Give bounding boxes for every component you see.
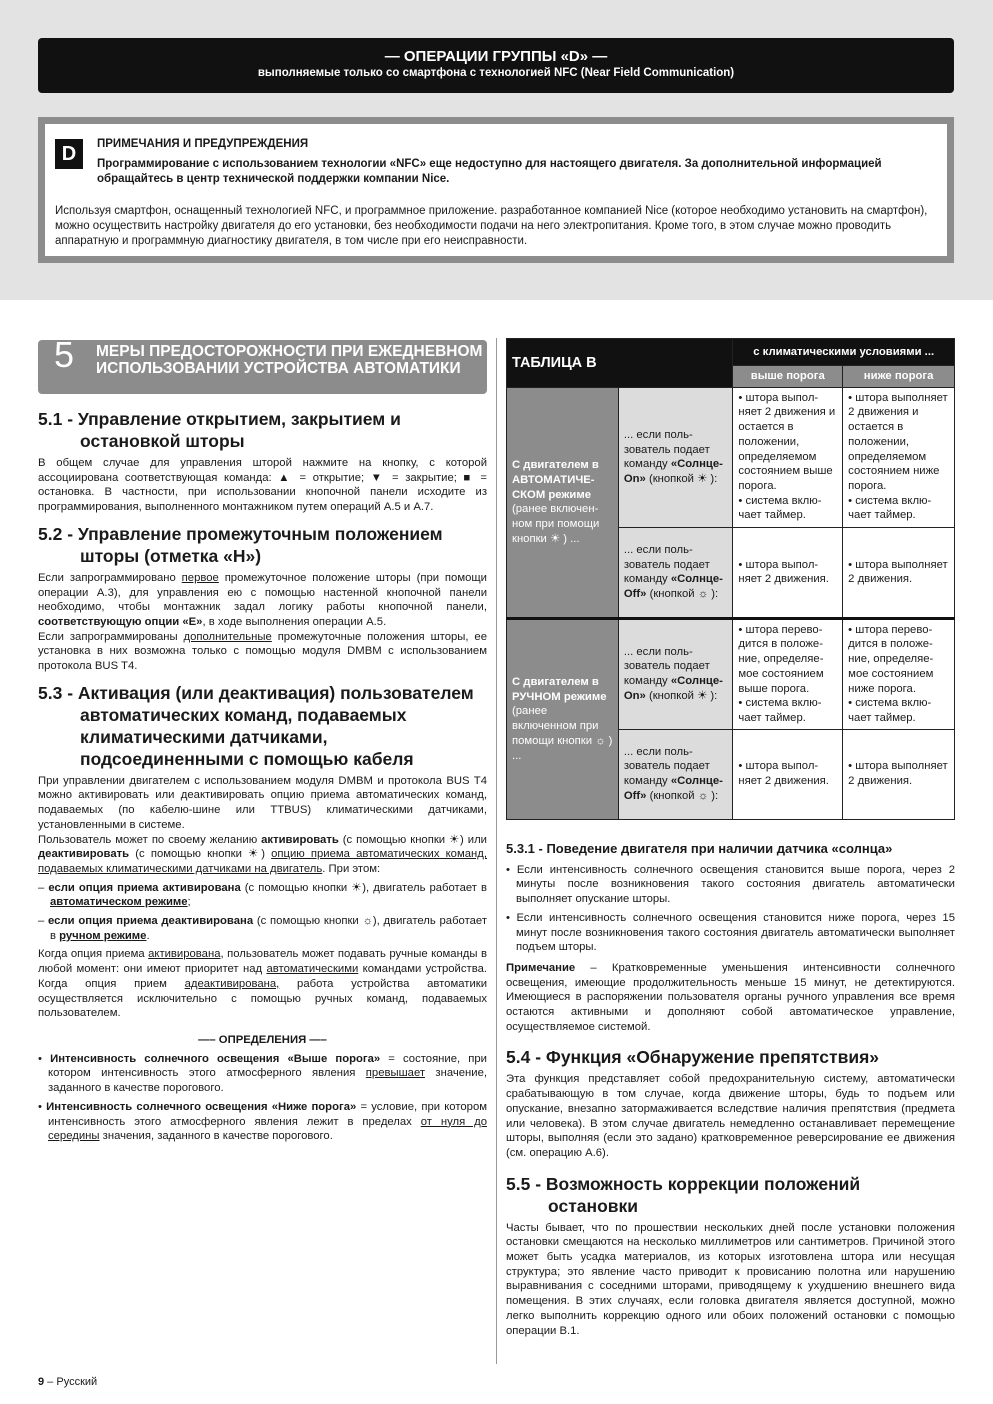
definitions-title: —– ОПРЕДЕЛЕНИЯ —– (198, 1033, 327, 1046)
dash-item-activated: – если опция приема активирована (с помощью кнопки ☀), двигатель работает в автоматическом режиме; (38, 881, 488, 909)
notice-bold-text: Программирование с использованием технологии «NFC» еще недоступно для настоящего двигателя. За дополнительной информацией обращайтесь в центр технической поддержки компании Nice. (97, 158, 882, 185)
notice-text: Используя смартфон, оснащенный технологией NFC, и программное приложение. разработанное компанией Nice (которое необходимо установить на смартфон), можно осуществить настройку двигателя до его установки, без необходимости подачи на него электропитания. Кроме того, в этом случае можно проводить аппаратную и программную диагностику двигателя, в том числе при его неисправности. (55, 205, 928, 247)
text-5-5: Часты бывает, что по прошествии нескольких дней после установки положения остановки смещаются на несколько миллиметров или сантиметров. Причиной этого может быть усадка материалов, из которых изготовлена штора или несущая структура; это явление часто приводит к провисанию полотна или нарушению выравнивания с соседними шторами, приводящему к ухудшению внешнего вида помещения. В этих случаях, если головка двигателя является доступной, можно легко выполнить коррекцию одного или обоих положений остановки с помощью операции B.1. (506, 1221, 955, 1337)
heading-5-3-1: 5.3.1 - Поведение двигателя при наличии датчика «солнца» (506, 841, 893, 856)
cell-manual-on-above: • штора переводится в положение, определяемое состоянием выше порога. • система включает таймер. (733, 618, 843, 729)
banner-subtitle: выполняемые только со смартфона с технологией NFC (Near Field Communication) (257, 67, 735, 79)
cell-auto-off-above: • штора выполняет 2 движения. (733, 527, 843, 618)
text-5-3-p2: Пользователь может по своему желанию активировать (с помощью кнопки ☀) или деактивировать (с помощью кнопки ☀) опцию приема автоматических команд, подаваемых климатическими датчиками на двигатель. При этом: (38, 833, 487, 875)
footer-language: – Русский (44, 1376, 98, 1388)
cell-manual-off-above: • штора выполняет 2 движения. (733, 729, 843, 819)
text-5-3-p3: Когда опция приема активирована, пользователь может подавать ручные команды в любой момент: они имеют приоритет над автоматическими командами устройства. Когда опция прием адеактивирована, работа устройства автоматики осуществляется исключительно с помощью ручных команд, подаваемых пользователем. (38, 948, 488, 1020)
table-header-above: выше порога (733, 366, 843, 388)
table-title: ТАБЛИЦА В (507, 339, 733, 388)
row-auto-mode: С двигателем в АВТОМАТИЧЕСКОМ режиме (ранее включенном при помощи кнопки ☀ ) ... (507, 387, 619, 618)
section-title: МЕРЫ ПРЕДОСТОРОЖНОСТИ ПРИ ЕЖЕДНЕВНОМ ИСПОЛЬЗОВАНИИ УСТРОЙСТВА АВТОМАТИКИ (96, 343, 483, 377)
sun-sensor-bullet-1: • Если интенсивность солнечного освещения становится выше порога, через 2 минуты после возникновения такого состояния двигатель автоматически выполняет опускание шторы. (506, 863, 955, 906)
page-footer (38, 1376, 97, 1388)
row-manual-mode: С двигателем в РУЧНОМ режиме (ранее включенном при помощи кнопки ☼ ) ... (507, 618, 619, 819)
table-header-below: ниже порога (843, 366, 955, 388)
sun-sensor-note: Примечание – Кратковременные уменьшения интенсивности солнечного освещения, имеющие продолжительность меньше 15 минут, не детектируются. Имеющиеся в распоряжении пользователя органы ручного управления все время остаются активными и дополняют собой автоматическое управление, осуществляемое системой. (506, 961, 955, 1033)
heading-5-4: 5.4 - Функция «Обнаружение препятствия» (506, 1047, 880, 1068)
heading-5-5: 5.5 - Возможность коррекции положений остановки (506, 1173, 861, 1216)
cond-sun-on-auto: ... если пользователь подает команду «Солнце-On» (кнопкой ☀ ): (618, 387, 733, 527)
section-number: 5 (54, 334, 75, 375)
definition-below-threshold: • Интенсивность солнечного освещения «Ниже порога» = условие, при котором интенсивность этого атмосферного явления лежит в пределах от нуля до середины значения, заданного в качестве порогового. (38, 1100, 487, 1143)
banner-title: — ОПЕРАЦИИ ГРУППЫ «D» — (384, 48, 608, 65)
column-divider (496, 338, 497, 1364)
text-5-4: Эта функция представляет собой предохранительную систему, автоматически срабатывающую в том случае, когда движение шторы, будь то подъем или опускание, внезапно затормаживается вследствие наличия препятствия (предмета или человека). В этом случае двигатель немедленно останавливает перемещение шторы, выполняя (если это задано) кратковременное реверсирование ее движения (см. операцию A.6). (506, 1073, 955, 1159)
cell-auto-off-below: • штора выполняет 2 движения. (843, 527, 955, 618)
text-5-1: В общем случае для управления шторой нажмите на кнопку, с которой ассоциирована соответствующая команда: ▲ = открытие; ▼ = закрытие; ■ = остановка. В частности, при использовании кнопочной панели исходите из программирования, выполненного монтажником путем операций A.5 и A.7. (38, 457, 487, 514)
text-5-3-p1: При управлении двигателем с использованием модуля DMBM и протокола BUS T4 можно активировать или деактивировать опцию приема автоматических команд, подаваемых (по кабелю-шине или TTBUS) климатическими датчиками, установленными в системе. (38, 774, 487, 831)
sun-sensor-bullet-2: • Если интенсивность солнечного освещения становится ниже порога, через 15 минут после возникновения такого состояния двигатель автоматически выполняет подъем шторы. (506, 911, 955, 954)
cell-manual-on-below: • штора переводится в положение, определяемое состоянием ниже порога. • система включает таймер. (843, 618, 955, 729)
cell-auto-on-below: • штора выполняет 2 движения и остается в положении, определяемом состоянием ниже порога. • система включает таймер. (843, 387, 955, 527)
cell-manual-off-below: • штора выполняет 2 движения. (843, 729, 955, 819)
text-5-2-p1: Если запрограммировано первое промежуточное положение шторы (при помощи операции A.3), для управления ею с помощью настенной кнопочной панели необходимо, чтобы монтажник задал логику работы кнопочной панели, соответствующую опции «E», в ходе выполнения операции A.5. (38, 571, 487, 628)
notice-title: ПРИМЕЧАНИЯ И ПРЕДУПРЕЖДЕНИЯ (97, 138, 309, 150)
group-d-banner (38, 38, 954, 93)
right-column (506, 838, 955, 1338)
section-5-header (38, 334, 487, 394)
cond-sun-off-auto: ... если пользователь подает команду «Солнце-Off» (кнопкой ☼ ): (618, 527, 733, 618)
heading-5-3: 5.3 - Активация (или деактивация) пользователем автоматических команд, подаваемых климатическими датчиками, подсоединенными с помощью кабеля (38, 682, 474, 769)
page-number: 9 (38, 1376, 45, 1388)
left-column (38, 334, 488, 1144)
dash-item-deactivated: – если опция приема деактивирована (с помощью кнопки ☼), двигатель работает в ручном режиме. (38, 915, 487, 942)
d-badge: D (55, 139, 83, 169)
table-b (506, 338, 955, 820)
heading-5-2: 5.2 - Управление промежуточным положением шторы (отметка «H») (38, 523, 443, 566)
text-5-2-p2: Если запрограммированы дополнительные промежуточные положения шторы, ее установка в них возможна только с помощью модуля DMBM с использованием протокола BUS T4. (38, 630, 487, 673)
cond-sun-on-manual: ... если пользователь подает команду «Солнце-On» (кнопкой ☀ ): (618, 618, 733, 729)
notes-warnings-box (38, 117, 954, 263)
heading-5-1: 5.1 - Управление открытием, закрытием и остановкой шторы (38, 409, 401, 451)
definition-above-threshold: • Интенсивность солнечного освещения «Выше порога» = состояние, при котором интенсивность этого атмосферного явления превышает значение, заданного в качестве порогового. (38, 1052, 487, 1095)
table-climate-header: с климатическими условиями ... (733, 339, 955, 366)
cell-auto-on-above: • штора выполняет 2 движения и остается в положении, определяемом состоянием выше порога. • система включает таймер. (733, 387, 843, 527)
cond-sun-off-manual: ... если пользователь подает команду «Солнце-Off» (кнопкой ☼ ): (618, 729, 733, 819)
